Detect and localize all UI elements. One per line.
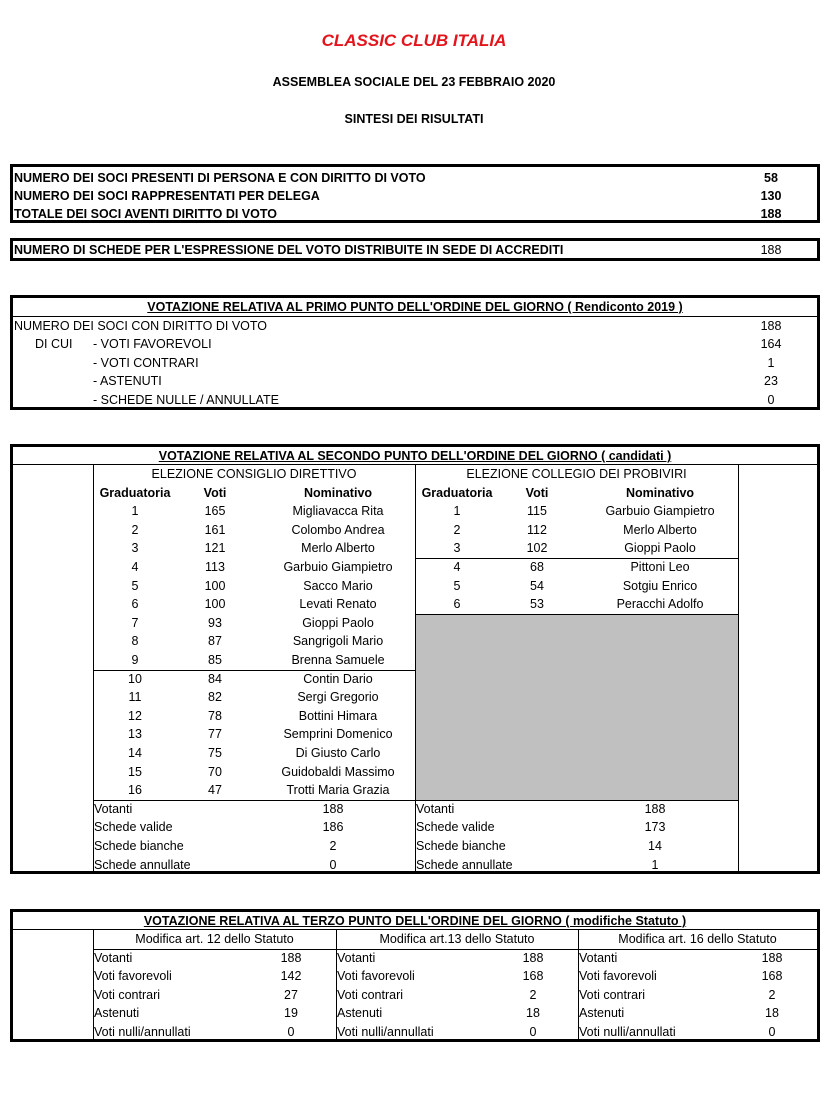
candidate-votes: 68 bbox=[530, 560, 544, 574]
vote1-total-value: 188 bbox=[760, 319, 782, 333]
candidate-rank: 6 bbox=[131, 597, 139, 612]
candidate-votes: 77 bbox=[208, 727, 222, 742]
candidate-votes: 82 bbox=[208, 690, 222, 705]
vote1-item-value: 1 bbox=[767, 356, 775, 370]
candidate-rank: 10 bbox=[128, 671, 142, 686]
vote1-item-label: - SCHEDE NULLE / ANNULLATE bbox=[93, 393, 279, 407]
candidate-name: Merlo Alberto bbox=[623, 522, 697, 537]
document-title: CLASSIC CLUB ITALIA bbox=[321, 31, 507, 50]
candidate-name: Sacco Mario bbox=[303, 578, 373, 593]
attendance-value: 188 bbox=[760, 207, 782, 221]
summary-label: Schede annullate bbox=[94, 857, 191, 872]
candidate-votes: 85 bbox=[208, 653, 222, 667]
candidate-votes: 84 bbox=[208, 671, 222, 686]
candidate-votes: 75 bbox=[208, 746, 222, 760]
column-header: Voti bbox=[203, 485, 227, 500]
candidate-name: Trotti Maria Grazia bbox=[286, 783, 390, 798]
candidate-rank: 4 bbox=[131, 560, 139, 574]
candidate-name: Merlo Alberto bbox=[301, 541, 375, 556]
statute-value: 2 bbox=[768, 987, 776, 1002]
document-subtitle: ASSEMBLEA SOCIALE DEL 23 FEBBRAIO 2020 bbox=[272, 75, 556, 89]
ballots-row bbox=[13, 241, 817, 259]
candidate-name: Pittoni Leo bbox=[630, 560, 690, 574]
candidate-votes: 165 bbox=[204, 504, 226, 519]
candidate-rank: 3 bbox=[453, 541, 461, 556]
candidate-name: Bottini Himara bbox=[298, 708, 378, 723]
summary-label: Schede valide bbox=[416, 820, 495, 835]
candidate-rank: 3 bbox=[131, 541, 139, 556]
candidate-name: Di Giusto Carlo bbox=[295, 746, 381, 760]
summary-label: Schede bianche bbox=[416, 839, 506, 853]
candidate-votes: 93 bbox=[208, 615, 222, 630]
statute-value: 0 bbox=[768, 1025, 776, 1039]
attendance-label: NUMERO DEI SOCI PRESENTI DI PERSONA E CON DIRITTO DI VOTO bbox=[14, 171, 426, 185]
statute-label: Votanti bbox=[94, 950, 133, 965]
candidate-votes: 53 bbox=[530, 597, 544, 612]
candidate-name: Sergi Gregorio bbox=[297, 690, 379, 705]
statute-label: Astenuti bbox=[337, 1006, 383, 1021]
summary-label: Schede valide bbox=[94, 820, 173, 835]
candidate-rank: 7 bbox=[131, 615, 139, 630]
summary-value: 186 bbox=[322, 820, 344, 835]
statute-label: Astenuti bbox=[579, 1006, 625, 1021]
statute-value: 188 bbox=[280, 950, 302, 965]
candidate-name: Gioppi Paolo bbox=[624, 541, 696, 556]
attendance-row bbox=[13, 187, 817, 205]
statute-value: 188 bbox=[522, 950, 544, 965]
statute-value: 142 bbox=[280, 969, 302, 984]
vote1-row bbox=[13, 391, 817, 409]
candidate-rank: 12 bbox=[128, 708, 142, 723]
statute-heading: Modifica art.13 dello Statuto bbox=[379, 932, 535, 946]
vote1-row bbox=[13, 335, 817, 353]
column-header: Nominativo bbox=[303, 485, 373, 500]
attendance-table bbox=[10, 164, 820, 223]
summary-label: Votanti bbox=[94, 801, 133, 816]
candidate-votes: 115 bbox=[527, 504, 547, 519]
column-header: Nominativo bbox=[625, 485, 695, 500]
summary-label: Schede annullate bbox=[416, 857, 513, 872]
statute-label: Voti contrari bbox=[337, 987, 404, 1002]
summary-value: 0 bbox=[329, 857, 337, 872]
candidate-name: Garbuio Giampietro bbox=[605, 504, 715, 519]
candidate-votes: 100 bbox=[204, 597, 226, 612]
statute-label: Voti favorevoli bbox=[579, 969, 657, 984]
vote1-total-row bbox=[13, 317, 817, 335]
candidate-name: Colombo Andrea bbox=[291, 522, 385, 537]
statute-heading: Modifica art. 16 dello Statuto bbox=[618, 932, 777, 946]
candidate-votes: 70 bbox=[208, 764, 222, 779]
ballots-table bbox=[10, 238, 820, 261]
summary-label: Schede bianche bbox=[94, 839, 184, 853]
summary-value: 2 bbox=[329, 839, 337, 853]
candidate-rank: 16 bbox=[128, 783, 142, 798]
statute-value: 168 bbox=[761, 969, 783, 984]
statute-value: 0 bbox=[287, 1025, 295, 1039]
summary-value: 14 bbox=[648, 839, 662, 853]
vote1-item-label: - VOTI FAVOREVOLI bbox=[93, 337, 212, 351]
attendance-row bbox=[13, 205, 817, 223]
candidate-rank: 8 bbox=[131, 634, 139, 649]
statute-heading: Modifica art. 12 dello Statuto bbox=[135, 932, 294, 946]
vote1-table bbox=[10, 295, 820, 410]
summary-label: Votanti bbox=[416, 801, 455, 816]
vote1-item-label: - ASTENUTI bbox=[93, 374, 162, 388]
ballots-label: NUMERO DI SCHEDE PER L'ESPRESSIONE DEL VOTO DISTRIBUITE IN SEDE DI ACCREDITI bbox=[14, 243, 564, 257]
attendance-value: 130 bbox=[760, 189, 782, 203]
statute-label: Votanti bbox=[579, 950, 618, 965]
statute-label: Voti nulli/annullati bbox=[337, 1025, 434, 1039]
candidate-name: Sotgiu Enrico bbox=[622, 578, 698, 593]
section-heading: SINTESI DEI RISULTATI bbox=[344, 112, 484, 126]
candidate-rank: 9 bbox=[131, 653, 139, 667]
vote1-item-label: - VOTI CONTRARI bbox=[93, 356, 199, 370]
statute-value: 18 bbox=[765, 1006, 779, 1021]
candidate-name: Semprini Domenico bbox=[283, 727, 393, 742]
vote2-table bbox=[10, 444, 820, 874]
vote1-item-value: 0 bbox=[767, 393, 775, 407]
vote3-title: VOTAZIONE RELATIVA AL TERZO PUNTO DELL'ORDINE DEL GIORNO ( modifiche Statuto ) bbox=[143, 914, 687, 928]
candidate-votes: 102 bbox=[526, 541, 548, 556]
summary-value: 188 bbox=[644, 801, 666, 816]
candidate-name: Peracchi Adolfo bbox=[616, 597, 704, 612]
statute-label: Voti favorevoli bbox=[337, 969, 415, 984]
column-header: Voti bbox=[525, 485, 549, 500]
statute-value: 188 bbox=[761, 950, 783, 965]
candidate-votes: 54 bbox=[530, 578, 544, 593]
candidate-rank: 14 bbox=[128, 746, 142, 760]
vote1-title: VOTAZIONE RELATIVA AL PRIMO PUNTO DELL'ORDINE DEL GIORNO ( Rendiconto 2019 ) bbox=[147, 300, 683, 314]
statute-label: Voti contrari bbox=[579, 987, 646, 1002]
statute-label: Astenuti bbox=[94, 1006, 140, 1021]
attendance-label: TOTALE DEI SOCI AVENTI DIRITTO DI VOTO bbox=[14, 207, 277, 221]
candidate-rank: 6 bbox=[453, 597, 461, 612]
vote1-total-label: NUMERO DEI SOCI CON DIRITTO DI VOTO bbox=[14, 319, 268, 333]
candidate-name: Migliavacca Rita bbox=[292, 504, 384, 519]
candidate-name: Brenna Samuele bbox=[291, 653, 385, 667]
candidate-name: Contin Dario bbox=[303, 671, 373, 686]
vote3-grid bbox=[13, 912, 817, 1039]
candidate-votes: 112 bbox=[527, 522, 547, 537]
candidate-rank: 5 bbox=[131, 578, 139, 593]
attendance-value: 58 bbox=[764, 171, 778, 185]
candidate-name: Guidobaldi Massimo bbox=[281, 764, 395, 779]
probiviri-heading: ELEZIONE COLLEGIO DEI PROBIVIRI bbox=[466, 467, 687, 481]
ballots-value: 188 bbox=[760, 243, 782, 257]
candidate-rank: 13 bbox=[128, 727, 142, 742]
candidate-rank: 2 bbox=[131, 522, 139, 537]
candidate-rank: 11 bbox=[128, 690, 142, 705]
candidate-name: Levati Renato bbox=[299, 597, 377, 612]
candidate-rank: 2 bbox=[453, 522, 461, 537]
candidate-name: Garbuio Giampietro bbox=[283, 560, 393, 574]
statute-value: 168 bbox=[522, 969, 544, 984]
candidate-rank: 4 bbox=[453, 560, 461, 574]
candidate-name: Sangrigoli Mario bbox=[292, 634, 384, 649]
candidate-votes: 100 bbox=[204, 578, 226, 593]
statute-value: 0 bbox=[529, 1025, 537, 1039]
candidate-rank: 5 bbox=[453, 578, 461, 593]
vote1-row bbox=[13, 354, 817, 372]
candidate-votes: 78 bbox=[208, 708, 222, 723]
statute-value: 27 bbox=[284, 987, 298, 1002]
candidate-votes: 161 bbox=[204, 522, 226, 537]
candidate-rank: 15 bbox=[128, 764, 142, 779]
candidate-votes: 87 bbox=[208, 634, 222, 649]
statute-label: Voti nulli/annullati bbox=[579, 1025, 676, 1039]
candidate-votes: 47 bbox=[208, 783, 222, 798]
statute-value: 19 bbox=[284, 1006, 298, 1021]
vote1-row bbox=[13, 372, 817, 390]
statute-value: 2 bbox=[529, 987, 537, 1002]
statute-label: Voti contrari bbox=[94, 987, 161, 1002]
summary-value: 188 bbox=[322, 801, 344, 816]
council-heading: ELEZIONE CONSIGLIO DIRETTIVO bbox=[151, 467, 357, 481]
vote2-title: VOTAZIONE RELATIVA AL SECONDO PUNTO DELL'ORDINE DEL GIORNO ( candidati ) bbox=[158, 449, 672, 463]
vote1-item-value: 164 bbox=[760, 337, 782, 351]
vote1-di-cui: DI CUI bbox=[35, 337, 73, 351]
summary-value: 1 bbox=[651, 857, 659, 872]
column-header: Graduatoria bbox=[99, 485, 171, 500]
vote3-table bbox=[10, 909, 820, 1042]
candidate-votes: 121 bbox=[204, 541, 226, 556]
statute-label: Voti nulli/annullati bbox=[94, 1025, 191, 1039]
vote1-item-value: 23 bbox=[764, 374, 778, 388]
candidate-rank: 1 bbox=[453, 504, 461, 519]
summary-value: 173 bbox=[644, 820, 666, 835]
candidate-name: Gioppi Paolo bbox=[302, 615, 374, 630]
attendance-label: NUMERO DEI SOCI RAPPRESENTATI PER DELEGA bbox=[14, 189, 320, 203]
statute-label: Voti favorevoli bbox=[94, 969, 172, 984]
statute-value: 18 bbox=[526, 1006, 540, 1021]
statute-label: Votanti bbox=[337, 950, 376, 965]
vote2-grid bbox=[13, 447, 817, 871]
column-header: Graduatoria bbox=[421, 485, 493, 500]
candidate-rank: 1 bbox=[131, 504, 139, 519]
candidate-votes: 113 bbox=[205, 560, 225, 574]
attendance-row bbox=[13, 169, 817, 187]
